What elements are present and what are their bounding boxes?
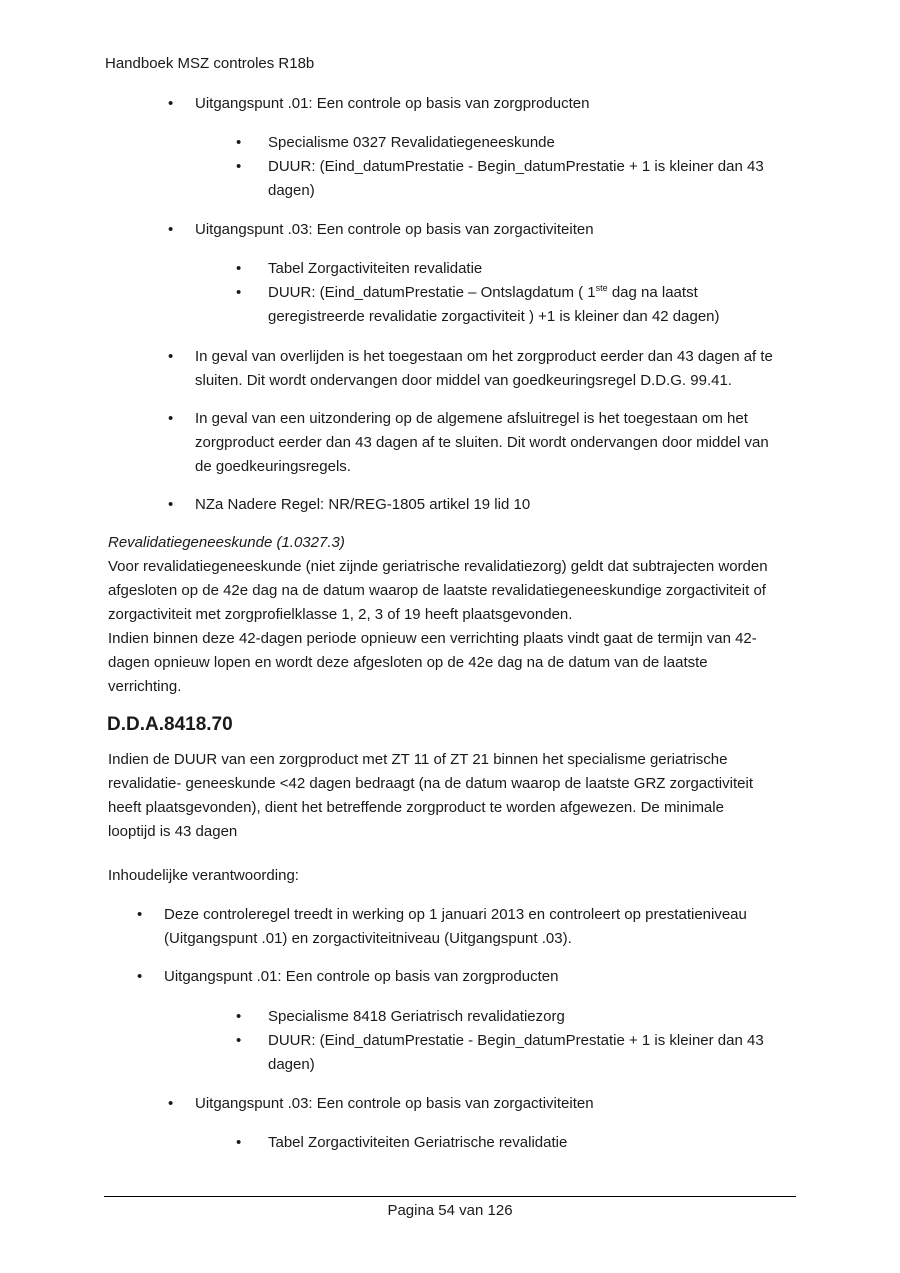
- paragraph-line: looptijd is 43 dagen: [108, 823, 238, 840]
- bullet-icon: •: [236, 1032, 242, 1049]
- running-header: Handboek MSZ controles R18b: [105, 55, 315, 72]
- footer-divider: [104, 1196, 796, 1197]
- bullet-icon: •: [236, 158, 242, 175]
- bullet-icon: •: [137, 906, 143, 923]
- page-number: Pagina 54 van 126: [387, 1202, 513, 1219]
- paragraph-line: zorgactiviteit met zorgprofielklasse 1, 2, 3 of 19 heeft plaatsgevonden.: [108, 606, 573, 623]
- paragraph-line: verrichting.: [108, 678, 182, 695]
- paragraph-line: Indien binnen deze 42-dagen periode opnieuw een verrichting plaats vindt gaat de termijn van 42-: [108, 630, 757, 647]
- verantwoording-label: Inhoudelijke verantwoording:: [108, 867, 299, 884]
- document-page: Handboek MSZ controles R18b • Uitgangspunt .01: Een controle op basis van zorgproducten • Specialisme 0327 Revalidatiegeneeskunde • DUUR: (Eind_datumPrestatie - Begin_datumPrestatie + 1 is kleiner dan 43 dagen) • Uitgangspunt .03: Een controle op basis van zorgactiviteiten • Tabel Zorgactiviteiten revalidatie • DUUR: (Eind_datumPrestatie – Ontslagdatum ( 1ste dag na laatst geregistreerde revalidatie zorgactiviteit ) +1 is kleiner dan 42 dagen) • In geval van overlijden is het toegestaan om het zorgproduct eerder dan 43 dagen af te sluiten. Dit wordt ondervangen door middel van goedkeuringsregel D.D.G. 99.41. • In geval van een uitzondering op de algemene afsluitregel is het toegestaan om het zorgproduct eerder dan 43 dagen af te sluiten. Dit wordt ondervangen door middel van de goedkeuringsregels. • NZa Nadere Regel: NR/REG-1805 artikel 19 lid 10 Revalidatiegeneeskunde (1.0327.3) Voor revalidatiegeneeskunde (niet zijnde geriatrische revalidatiezorg) geldt dat subtrajecten worden afgesloten op de 42e dag na de datum waarop de laatste revalidatiegeneeskundige zorgactiviteit of zorgactiviteit met zorgprofielklasse 1, 2, 3 of 19 heeft plaatsgevonden. Indien binnen deze 42-dagen periode opnieuw een verrichting plaats vindt gaat de termijn van 42- dagen opnieuw lopen en wordt deze afgesloten op de 42e dag na de datum van de laatste verrichting. D.D.A.8418.70 Indien de DUUR van een zorgproduct met ZT 11 of ZT 21 binnen het specialisme geriatrische revalidatie- geneeskunde <42 dagen bedraagt (na de datum waarop de laatste GRZ zorgactiviteit heeft plaatsgevonden), dient het betreffende zorgproduct te worden afgewezen. De minimale looptijd is 43 dagen Inhoudelijke verantwoording: • Deze controleregel treedt in werking op 1 januari 2013 en controleert op prestatieniveau (Uitgangspunt .01) en zorgactiviteitniveau (Uitgangspunt .03). • Uitgangspunt .01: Een controle op basis van zorgproducten • Specialisme 8418 Geriatrisch revalidatiezorg • DUUR: (Eind_datumPrestatie - Begin_datumPrestatie + 1 is kleiner dan 43 dagen) • Uitgangspunt .03: Een controle op basis van zorgactiviteiten • Tabel Zorgactiviteiten Geriatrische revalidatie Pagina 54 van 126: [0, 0, 900, 1273]
- bullet-icon: •: [168, 496, 174, 513]
- bullet-icon: •: [236, 284, 242, 301]
- bullet-icon: •: [236, 260, 242, 277]
- paragraph-line: heeft plaatsgevonden), dient het betreffende zorgproduct te worden afgewezen. De minimale: [108, 799, 724, 816]
- bullet-icon: •: [236, 1008, 242, 1025]
- paragraph-line: afgesloten op de 42e dag na de datum waarop de laatste revalidatiegeneeskundige zorgactiviteit of: [108, 582, 766, 599]
- paragraph-line: Voor revalidatiegeneeskunde (niet zijnde geriatrische revalidatiezorg) geldt dat subtrajecten worden: [108, 558, 768, 575]
- bullet-icon: •: [168, 95, 174, 112]
- bullet-icon: •: [236, 134, 242, 151]
- bullet-icon: •: [236, 1134, 242, 1151]
- subsection-title: Revalidatiegeneeskunde (1.0327.3): [108, 534, 345, 551]
- paragraph-line: dagen opnieuw lopen en wordt deze afgesloten op de 42e dag na de datum van de laatste: [108, 654, 708, 671]
- section-heading: D.D.A.8418.70: [107, 714, 233, 735]
- paragraph-line: revalidatie- geneeskunde <42 dagen bedraagt (na de datum waarop de laatste GRZ zorgactiviteit: [108, 775, 753, 792]
- bullet-icon: •: [168, 348, 174, 365]
- bullet-icon: •: [168, 410, 174, 427]
- bullet-icon: •: [137, 968, 143, 985]
- bullet-icon: •: [168, 1095, 174, 1112]
- paragraph-line: Indien de DUUR van een zorgproduct met ZT 11 of ZT 21 binnen het specialisme geriatrische: [108, 751, 728, 768]
- bullet-icon: •: [168, 221, 174, 238]
